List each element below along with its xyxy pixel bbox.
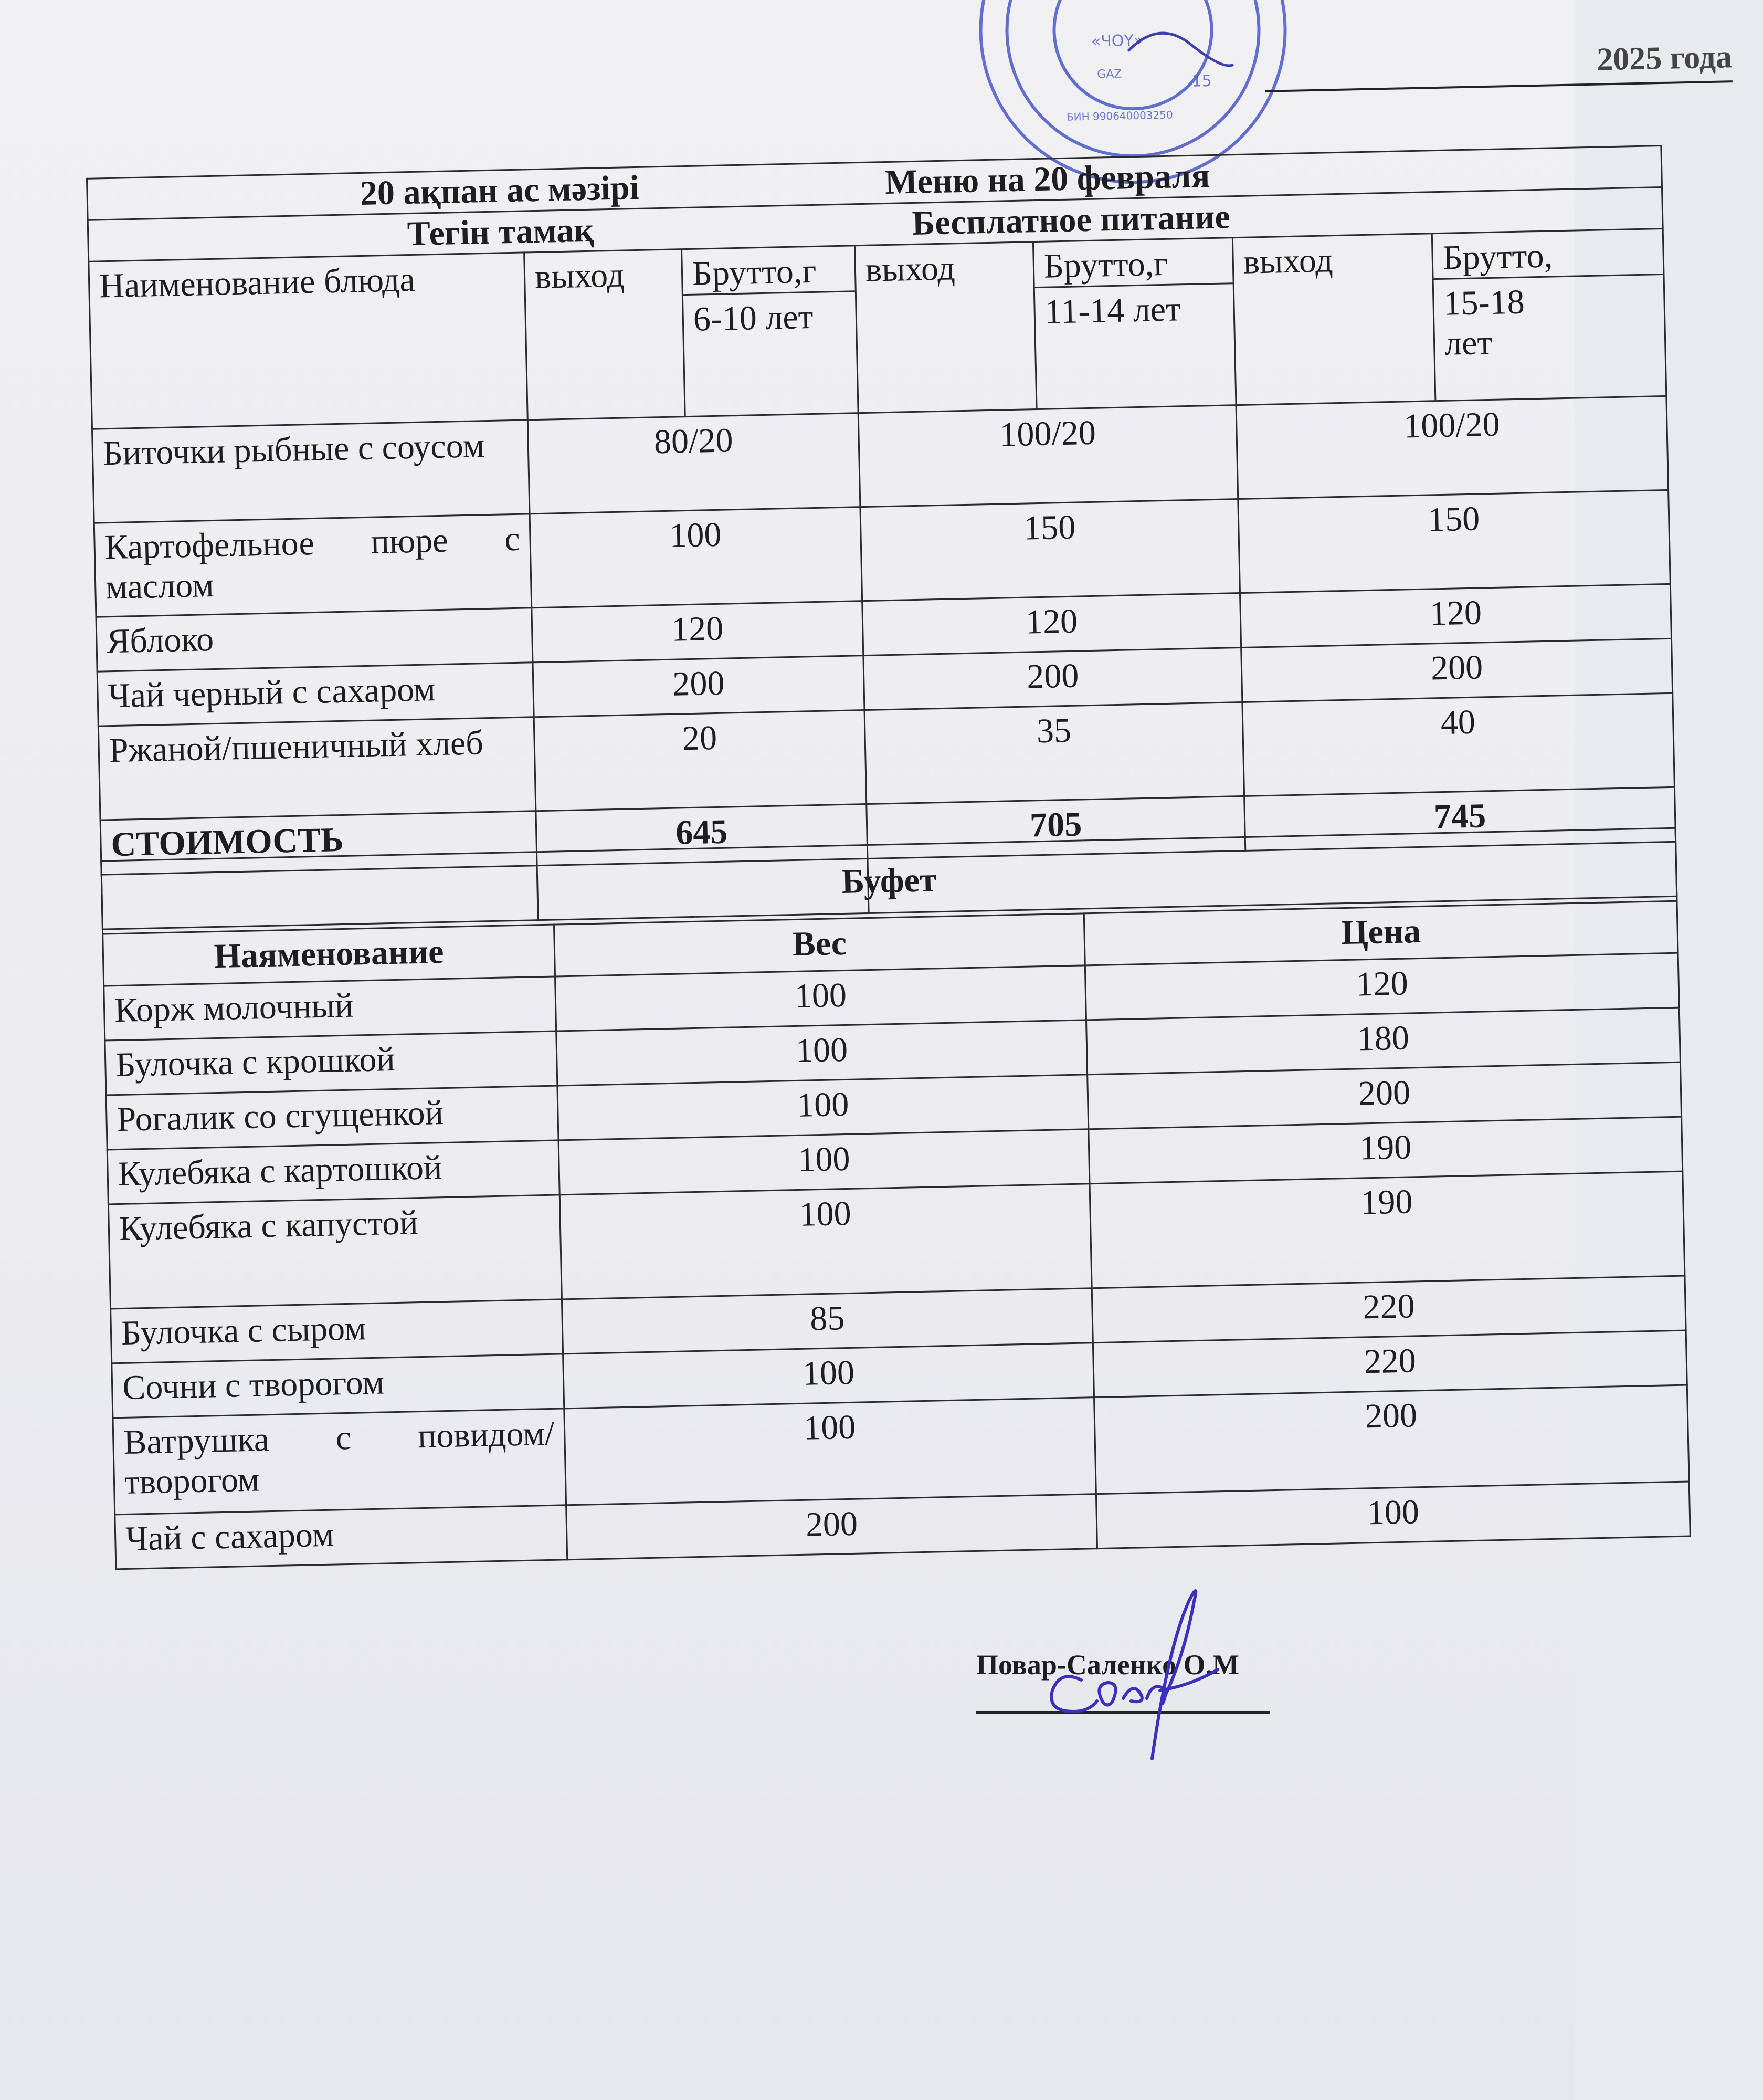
handwritten-signature <box>1039 1596 1228 1754</box>
dish-value-6-10: 80/20 <box>527 413 860 514</box>
buffet-item-name: Рогалик со сгущенкой <box>106 1086 558 1150</box>
dish-value-15-18: 100/20 <box>1236 396 1669 499</box>
buffet-title: Буфет <box>101 828 1677 934</box>
dish-value-15-18: 200 <box>1241 638 1673 702</box>
buffet-table <box>100 827 1691 1570</box>
buffet-item-weight: 100 <box>559 1184 1092 1299</box>
dish-value-6-10: 120 <box>532 601 863 663</box>
col-brutto-1-label: Брутто,г <box>692 251 817 293</box>
buffet-item-name: Кулебяка с капустой <box>108 1195 562 1309</box>
buffet-item-price: 190 <box>1089 1117 1683 1184</box>
col-output-3: выход <box>1232 234 1435 405</box>
free-meal-title-kz: Тегін тамақ <box>88 204 854 262</box>
age-group-3-b: лет <box>1444 323 1493 363</box>
buffet-item-weight: 200 <box>566 1494 1097 1560</box>
col-output-2: выход <box>855 242 1037 413</box>
buffet-item-name: Чай с сахаром <box>115 1505 567 1569</box>
buffet-item-price: 220 <box>1092 1276 1686 1343</box>
buffet-item-name: Булочка с сыром <box>111 1299 563 1363</box>
dish-value-15-18: 150 <box>1238 490 1671 593</box>
menu-title-ru: Меню на 20 февраля <box>853 146 1662 204</box>
buffet-item-name: Кулебяка с картошкой <box>107 1140 559 1204</box>
buffet-item-price: 180 <box>1086 1007 1680 1075</box>
free-meal-title-ru: Бесплатное питание <box>854 187 1663 246</box>
age-group-1: 6-10 лет <box>683 290 856 340</box>
col-brutto-1 <box>682 246 859 417</box>
col-buffet-weight: Вес <box>554 914 1085 976</box>
cost-label: СТОИМОСТЬ <box>100 811 537 875</box>
col-brutto-2-label: Брутто,г <box>1043 244 1169 286</box>
buffet-item-weight: 100 <box>555 965 1086 1031</box>
dish-name: Чай черный с сахаром <box>97 663 534 726</box>
buffet-item-price: 200 <box>1094 1385 1690 1494</box>
col-brutto-3 <box>1432 229 1666 401</box>
svg-text:БИН 990640003250: БИН 990640003250 <box>1066 108 1173 123</box>
col-dish-name: Наименование блюда <box>89 253 527 429</box>
buffet-item-weight: 85 <box>562 1288 1093 1354</box>
col-brutto-2 <box>1033 238 1236 410</box>
col-output-1: выход <box>524 249 685 420</box>
dish-value-6-10: 100 <box>530 507 862 608</box>
cost-15-18: 745 <box>1244 787 1676 850</box>
age-group-2: 11-14 лет <box>1035 282 1234 332</box>
dish-name: Биточки рыбные с соусом <box>92 420 530 523</box>
dish-name: Ржаной/пшеничный хлеб <box>98 717 536 820</box>
age-group-3-a: 15-18 <box>1443 282 1525 323</box>
cost-11-14: 705 <box>867 796 1245 858</box>
cook-name: Повар-Саленко О.М <box>976 1649 1240 1681</box>
date-suffix: 2025 года <box>1596 39 1733 78</box>
dish-value-6-10: 20 <box>534 710 867 811</box>
col-buffet-name: Наяменование <box>103 925 555 986</box>
free-meal-menu-table <box>86 145 1677 930</box>
buffet-item-price: 220 <box>1093 1330 1687 1398</box>
buffet-item-name: Сочни с творогом <box>112 1354 564 1418</box>
menu-sheet <box>58 31 1733 1558</box>
buffet-item-name: Корж молочный <box>104 976 556 1041</box>
dish-value-11-14: 100/20 <box>858 405 1238 507</box>
svg-text:GAZ: GAZ <box>1097 67 1122 81</box>
dish-value-11-14: 120 <box>862 593 1241 656</box>
buffet-item-price: 200 <box>1088 1062 1682 1129</box>
buffet-item-price: 190 <box>1090 1171 1685 1288</box>
age-group-3 <box>1434 274 1665 364</box>
menu-title-kz: 20 ақпан ас мәзірі <box>87 163 853 220</box>
dish-value-11-14: 150 <box>860 499 1240 601</box>
dish-value-15-18: 40 <box>1242 693 1675 796</box>
buffet-item-price: 100 <box>1096 1482 1690 1549</box>
buffet-item-weight: 100 <box>564 1398 1096 1505</box>
buffet-item-name: Ватрушка с повидом/творогом <box>113 1409 566 1515</box>
col-brutto-3-label: Брутто, <box>1442 236 1553 277</box>
buffet-item-name: Булочка с крошкой <box>105 1031 557 1095</box>
dish-value-6-10: 200 <box>533 656 864 717</box>
buffet-item-weight: 100 <box>557 1075 1089 1140</box>
dish-name: Яблоко <box>96 608 533 671</box>
dish-value-11-14: 35 <box>864 702 1244 804</box>
buffet-item-weight: 100 <box>558 1129 1090 1195</box>
signature-block <box>976 1606 1270 1764</box>
svg-text:«ЧОҮ»: «ЧОҮ» <box>1091 31 1144 51</box>
dish-name: Картофельное пюре с маслом <box>94 514 532 617</box>
dish-value-15-18: 120 <box>1240 584 1672 647</box>
buffet-item-weight: 100 <box>556 1020 1088 1086</box>
dish-value-11-14: 200 <box>863 648 1242 710</box>
col-buffet-price: Цена <box>1084 901 1678 965</box>
date-line <box>1264 39 1733 92</box>
cost-6-10: 645 <box>536 804 868 866</box>
buffet-item-price: 120 <box>1085 953 1679 1020</box>
svg-text:15: 15 <box>1191 71 1212 91</box>
buffet-item-weight: 100 <box>563 1343 1094 1409</box>
